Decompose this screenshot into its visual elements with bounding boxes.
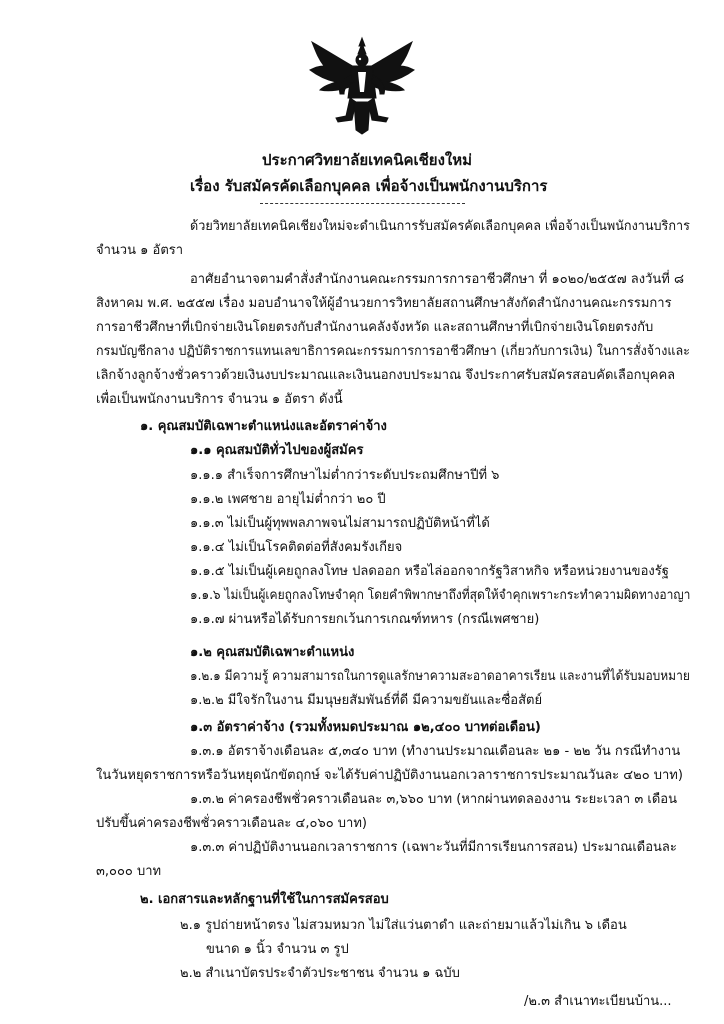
document-item-2-1-line-1: ๒.๑ รูปถ่ายหน้าตรง ไม่สวมหมวก ไม่ใส่แว่นตาดำ และถ่ายมาแล้วไม่เกิน ๖ เดือน: [180, 918, 627, 933]
intro-paragraph-2-line-3: การอาชีวศึกษาที่เบิกจ่ายเงินโดยตรงกับสำนักงานคลังจังหวัด และสถานศึกษาที่เบิกจ่ายเงินโดยตรงกับ: [96, 320, 654, 335]
wage-item-2-line-2: ปรับขึ้นค่าครองชีพชั่วคราวเดือนละ ๔,๐๖๐ บาท): [96, 816, 367, 831]
specific-qualification-item: ๑.๒.๒ มีใจรักในงาน มีมนุษยสัมพันธ์ที่ดี มีความขยันและซื่อสัตย์: [190, 693, 543, 708]
intro-paragraph-2-line-6: เพื่อเป็นพนักงานบริการ จำนวน ๑ อัตรา ดังนี้: [96, 392, 343, 407]
intro-paragraph-2-line-5: เลิกจ้างลูกจ้างชั่วคราวด้วยเงินงบประมาณและเงินนอกงบประมาณ จึงประกาศรับสมัครสอบคัดเลือกบุคคล: [96, 368, 676, 383]
qualification-item: ๑.๑.๔ ไม่เป็นโรคติดต่อที่สังคมรังเกียจ: [190, 540, 403, 555]
intro-paragraph-2-line-2: สิงหาคม พ.ศ. ๒๕๕๗ เรื่อง มอบอำนาจให้ผู้อำนวยการวิทยาลัยสถานศึกษาสังกัดสำนักงานคณะกรรมการ: [96, 296, 672, 311]
intro-paragraph-1-line-1: ด้วยวิทยาลัยเทคนิคเชียงใหม่จะดำเนินการรับสมัครคัดเลือกบุคคล เพื่อจ้างเป็นพนักงานบริการ: [190, 219, 690, 234]
continuation-note: /๒.๓ สำเนาทะเบียนบ้าน...: [524, 994, 672, 1009]
qualification-item: ๑.๑.๖ ไม่เป็นผู้เคยถูกลงโทษจำคุก โดยคำพิพากษาถึงที่สุดให้จำคุกเพราะกระทำความผิดทางอาญา: [190, 588, 691, 603]
document-subject: เรื่อง รับสมัครคัดเลือกบุคคล เพื่อจ้างเป็นพนักงานบริการ: [190, 177, 548, 195]
document-item-2-1-line-2: ขนาด ๑ นิ้ว จำนวน ๓ รูป: [206, 942, 349, 957]
intro-paragraph-2-line-1: อาศัยอำนาจตามคำสั่งสำนักงานคณะกรรมการการอาชีวศึกษา ที่ ๑๐๒๐/๒๕๕๗ ลงวันที่ ๘: [190, 272, 684, 287]
qualification-item: ๑.๑.๕ ไม่เป็นผู้เคยถูกลงโทษ ปลดออก หรือไล่ออกจากรัฐวิสาหกิจ หรือหน่วยงานของรัฐ: [190, 564, 669, 579]
qualification-item: ๑.๑.๓ ไม่เป็นผู้ทุพพลภาพจนไม่สามารถปฏิบัติหน้าที่ได้: [190, 516, 490, 531]
intro-paragraph-2-line-4: กรมบัญชีกลาง ปฏิบัติราชการแทนเลขาธิการคณะกรรมการการอาชีวศึกษา (เกี่ยวกับการเงิน) ในการสั่งจ้างและ: [96, 344, 690, 359]
wage-item-3-line-1: ๑.๓.๓ ค่าปฏิบัติงานนอกเวลาราชการ (เฉพาะวันที่มีการเรียนการสอน) ประมาณเดือนละ: [190, 840, 677, 855]
wage-item-1-line-2: ในวันหยุดราชการหรือวันหยุดนักขัตฤกษ์ จะได้รับค่าปฏิบัติงานนอกเวลาราชการประมาณวันละ ๔๒๐ บาท): [96, 768, 683, 783]
title-divider: [260, 203, 465, 204]
document-title: ประกาศวิทยาลัยเทคนิคเชียงใหม่: [262, 151, 473, 169]
qualification-item: ๑.๑.๒ เพศชาย อายุไม่ต่ำกว่า ๒๐ ปี: [190, 492, 386, 507]
wage-item-3-line-2: ๓,๐๐๐ บาท: [96, 864, 162, 879]
section-1-heading: ๑. คุณสมบัติเฉพาะตำแหน่งและอัตราค่าจ้าง: [140, 419, 387, 434]
section-1-2-heading: ๑.๒ คุณสมบัติเฉพาะตำแหน่ง: [190, 645, 355, 660]
document-item-2-2: ๒.๒ สำเนาบัตรประจำตัวประชาชน จำนวน ๑ ฉบับ: [180, 966, 460, 981]
section-1-1-heading: ๑.๑ คุณสมบัติทั่วไปของผู้สมัคร: [190, 443, 364, 458]
intro-paragraph-1-line-2: จำนวน ๑ อัตรา: [96, 243, 184, 258]
garuda-emblem-icon: [306, 36, 418, 136]
qualification-item: ๑.๑.๗ ผ่านหรือได้รับการยกเว้นการเกณฑ์ทหาร (กรณีเพศชาย): [190, 612, 540, 627]
section-2-heading: ๒. เอกสารและหลักฐานที่ใช้ในการสมัครสอบ: [140, 892, 389, 907]
qualification-item: ๑.๑.๑ สำเร็จการศึกษาไม่ต่ำกว่าระดับประถมศึกษาปีที่ ๖: [190, 468, 500, 483]
wage-item-1-line-1: ๑.๓.๑ อัตราจ้างเดือนละ ๕,๓๔๐ บาท (ทำงานประมาณเดือนละ ๒๑ - ๒๒ วัน กรณีทำงาน: [190, 744, 681, 759]
specific-qualification-item: ๑.๒.๑ มีความรู้ ความสามารถในการดูแลรักษาความสะอาดอาคารเรียน และงานที่ได้รับมอบหมาย: [190, 669, 690, 684]
section-1-3-heading: ๑.๓ อัตราค่าจ้าง (รวมทั้งหมดประมาณ ๑๒,๔๐๐ บาทต่อเดือน): [190, 720, 541, 735]
wage-item-2-line-1: ๑.๓.๒ ค่าครองชีพชั่วคราวเดือนละ ๓,๖๖๐ บาท (หากผ่านทดลองงาน ระยะเวลา ๓ เดือน: [190, 792, 677, 807]
